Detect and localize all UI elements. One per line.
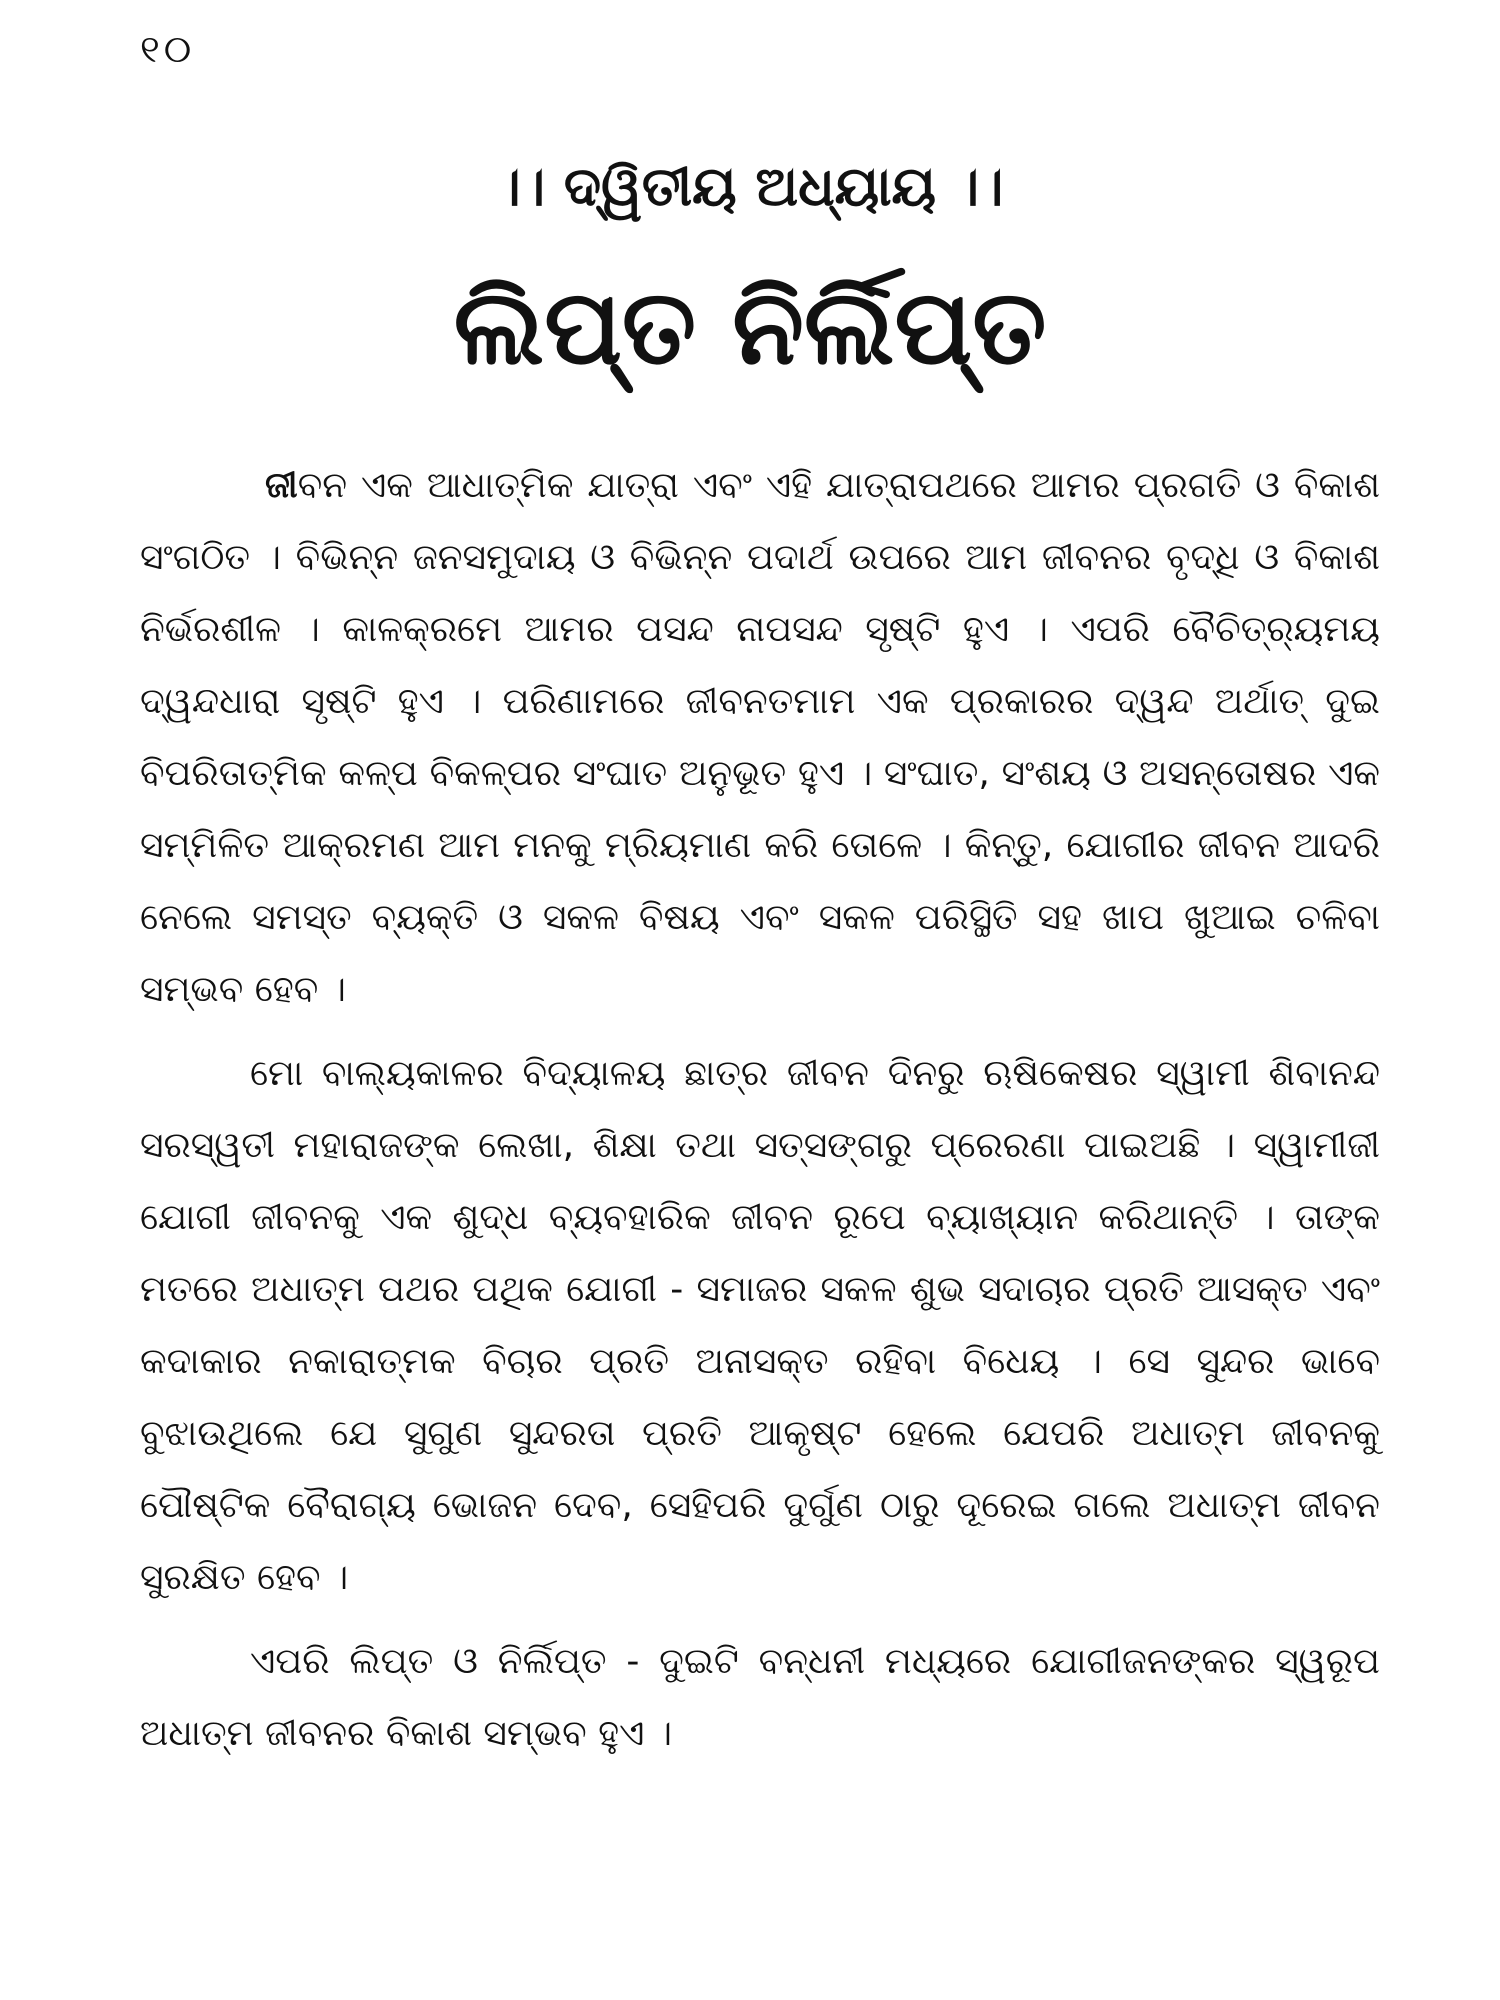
- paragraph-1-lead: ଜୀ: [265, 465, 298, 506]
- page-number: ୧୦: [140, 27, 196, 71]
- paragraph-1-text: ବନ ଏକ ଆଧାତ୍ମିକ ଯାତ୍ରା ଏବଂ ଏହି ଯାତ୍ରାପଥରେ ଆମର ପ୍ରଗତି ଓ ବିକାଶ ସଂଗଠିତ । ବିଭିନ୍ନ ଜନସମୁଦାୟ ଓ ବିଭିନ୍ନ ପଦାର୍ଥ ଉପରେ ଆମ ଜୀବନର ବୃଦ୍ଧି ଓ ବିକାଶ ନିର୍ଭରଶୀଳ । କାଳକ୍ରମେ ଆମର ପସନ୍ଦ ନାପସନ୍ଦ ସୃଷ୍ଟି ହୁଏ । ଏପରି ବୈଚିତ୍ର୍ୟମୟ ଦ୍ୱନ୍ଦଧାରା ସୃଷ୍ଟି ହୁଏ । ପରିଣାମରେ ଜୀବନତମାମ ଏକ ପ୍ରକାରର ଦ୍ୱନ୍ଦ ଅର୍ଥାତ୍ ଦୁଇ ବିପରିତାତ୍ମିକ କଳ୍ପ ବିକଳ୍ପର ସଂଘାତ ଅନୁଭୂତ ହୁଏ । ସଂଘାତ, ସଂଶୟ ଓ ଅସନ୍ତୋଷର ଏକ ସମ୍ମିଳିତ ଆକ୍ରମଣ ଆମ ମନକୁ ମ୍ରିୟମାଣ କରି ତୋଳେ । କିନ୍ତୁ, ଯୋଗୀର ଜୀବନ ଆଦରି ନେଲେ ସମସ୍ତ ବ୍ୟକ୍ତି ଓ ସକଳ ବିଷୟ ଏବଂ ସକଳ ପରିସ୍ଥିତି ସହ ଖାପ ଖୁଆଇ ଚଳିବା ସମ୍ଭବ ହେବ ।: [140, 465, 1380, 1010]
- paragraph-2: ମୋ ବାଲ୍ୟକାଳର ବିଦ୍ୟାଳୟ ଛାତ୍ର ଜୀବନ ଦିନରୁ ଋଷିକେଷର ସ୍ୱାମୀ ଶିବାନନ୍ଦ ସରସ୍ୱତୀ ମହାରାଜଙ୍କ ଲେଖା, ଶିକ୍ଷା ତଥା ସତ୍‌ସଙ୍ଗରୁ ପ୍ରେରଣା ପାଇଅଛି । ସ୍ୱାମୀଜୀ ଯୋଗୀ ଜୀବନକୁ ଏକ ଶୁଦ୍ଧ ବ୍ୟବହାରିକ ଜୀବନ ରୂପେ ବ୍ୟାଖ୍ୟାନ କରିଥାନ୍ତି । ତାଙ୍କ ମତରେ ଅଧାତ୍ମ ପଥର ପଥିକ ଯୋଗୀ - ସମାଜର ସକଳ ଶୁଭ ସଦାଚାର ପ୍ରତି ଆସକ୍ତ ଏବଂ କଦାକାର ନକାରାତ୍ମକ ବିଚାର ପ୍ରତି ଅନାସକ୍ତ ରହିବା ବିଧେୟ । ସେ ସୁନ୍ଦର ଭାବେ ବୁଝାଉଥିଲେ ଯେ ସୁଗୁଣ ସୁନ୍ଦରତା ପ୍ରତି ଆକୃଷ୍ଟ ହେଲେ ଯେପରି ଅଧାତ୍ମ ଜୀବନକୁ ପୌଷ୍ଟିକ ବୈରାଗ୍ୟ ଭୋଜନ ଦେବ, ସେହିପରି ଦୁର୍ଗୁଣ ଠାରୁ ଦୂରେଇ ଗଲେ ଅଧାତ୍ମ ଜୀବନ ସୁରକ୍ଷିତ ହେବ ।: [140, 1053, 1380, 1598]
- paragraph-3: ଏପରି ଲିପ୍ତ ଓ ନିର୍ଲିପ୍ତ - ଦୁଇଟି ବନ୍ଧନୀ ମଧ୍ୟରେ ଯୋଗୀଜନଙ୍କର ସ୍ୱରୂପ ଅଧାତ୍ମ ଜୀବନର ବିକାଶ ସମ୍ଭବ ହୁଏ ।: [140, 1641, 1380, 1754]
- chapter-title: ଲିପ୍ତ ନିର୍ଲିପ୍ତ: [453, 266, 1047, 388]
- body-text: [140, 450, 1380, 1782]
- chapter-label: ।। ଦ୍ୱିତୀୟ ଅଧ୍ୟାୟ ।।: [496, 155, 1004, 218]
- paragraph-1: [140, 450, 1380, 1026]
